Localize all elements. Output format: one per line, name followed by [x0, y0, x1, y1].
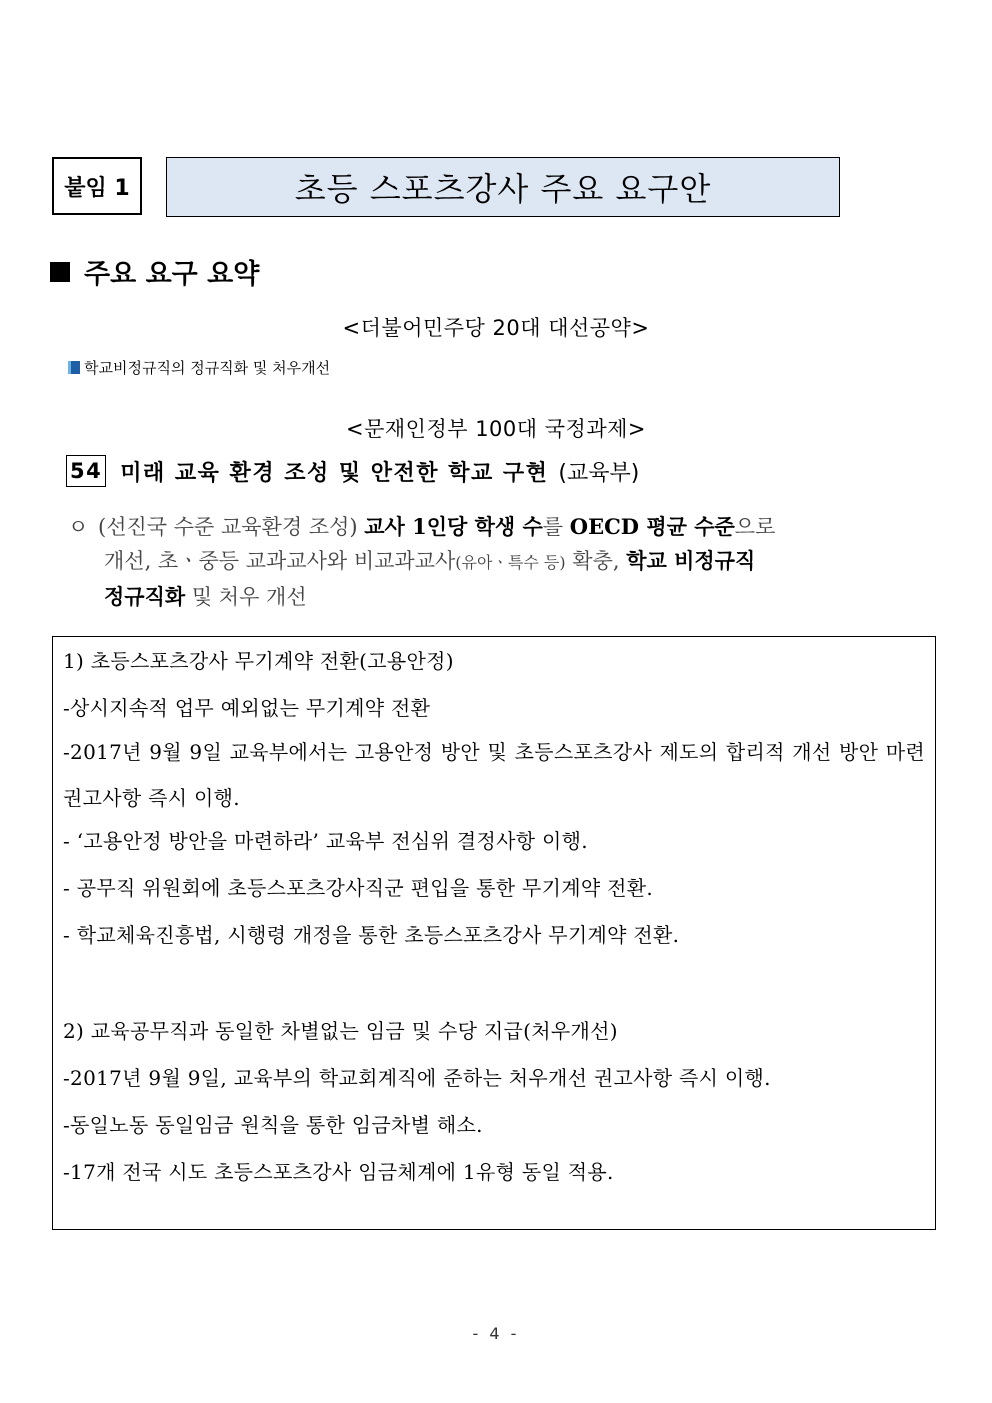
task-text-9: 학교 비정규직 [626, 548, 756, 573]
pledge-item [68, 357, 330, 378]
national-task-heading: <문재인정부 100대 국정과제> [346, 417, 646, 441]
demand-1-line-d: - 공무직 위원회에 초등스포츠강사직군 편입을 통한 무기계약 전환. [63, 876, 654, 900]
task-text-7: (유아ㆍ특수 등) [455, 553, 566, 572]
task-text-11: 및 처우 개선 [191, 585, 307, 609]
pledge-item-text: 학교비정규직의 정규직화 및 처우개선 [84, 359, 331, 377]
task-text-6: 개선, 초ㆍ중등 교과교사와 비교과교사 [104, 549, 456, 573]
task-text-3: 를 [542, 515, 564, 539]
task-text-4: OECD 평균 수준 [569, 514, 735, 539]
attachment-tag [52, 157, 142, 215]
demand-1-line-b: -2017년 9월 9일 교육부에서는 고용안정 방안 및 초등스포츠강사 제도의 합리적 개선 방안 마련 권고사항 즉시 이행. [63, 740, 925, 810]
demand-1-title: 1) 초등스포츠강사 무기계약 전환(고용안정) [63, 649, 454, 673]
task-text-5: 으로 [734, 515, 776, 539]
task-ministry: (교육부) [558, 460, 640, 486]
national-task-paragraph [68, 510, 920, 614]
section-heading-text: 주요 요구 요약 [84, 259, 260, 290]
demand-1-line-c: - ‘고용안정 방안을 마련하라’ 교육부 전심위 결정사항 이행. [63, 829, 588, 853]
task-indent-line-2 [68, 544, 920, 580]
attachment-tag-label: 붙임 1 [64, 175, 130, 201]
demand-2-title: 2) 교육공무직과 동일한 차별없는 임금 및 수당 지급(처우개선) [63, 1019, 618, 1043]
national-task-title-line [66, 455, 639, 487]
task-text-8: 확충, [572, 549, 620, 573]
flag-icon [68, 361, 80, 374]
task-text-1: (선진국 수준 교육환경 조성) [98, 515, 358, 539]
document-title-box [166, 157, 840, 217]
demand-1-line-a: -상시지속적 업무 예외없는 무기계약 전환 [63, 696, 431, 720]
demand-2-line-a: -2017년 9월 9일, 교육부의 학교회계직에 준하는 처우개선 권고사항 즉시 이행. [63, 1066, 771, 1090]
square-bullet-icon [50, 262, 70, 282]
task-number-badge: 54 [66, 455, 106, 487]
document-title: 초등 스포츠강사 주요 요구안 [294, 170, 712, 208]
demand-2-line-c: -17개 전국 시도 초등스포츠강사 임금체계에 1유형 동일 적용. [63, 1160, 614, 1184]
demand-2-line-b: -동일노동 동일임금 원칙을 통한 임금차별 해소. [63, 1113, 483, 1137]
task-text-2: 교사 1인당 학생 수 [364, 514, 543, 539]
circle-bullet: ㅇ [68, 515, 89, 539]
section-heading [50, 252, 259, 291]
page-number: - 4 - [472, 1324, 520, 1343]
pledge-heading: <더불어민주당 20대 대선공약> [342, 316, 650, 340]
task-title: 미래 교육 환경 조성 및 안전한 학교 구현 [120, 460, 549, 486]
task-text-10: 정규직화 [104, 584, 186, 609]
demands-box [52, 636, 936, 1230]
demand-1-line-e: - 학교체육진흥법, 시행령 개정을 통한 초등스포츠강사 무기계약 전환. [63, 923, 680, 947]
task-indent-line-3 [68, 580, 920, 614]
